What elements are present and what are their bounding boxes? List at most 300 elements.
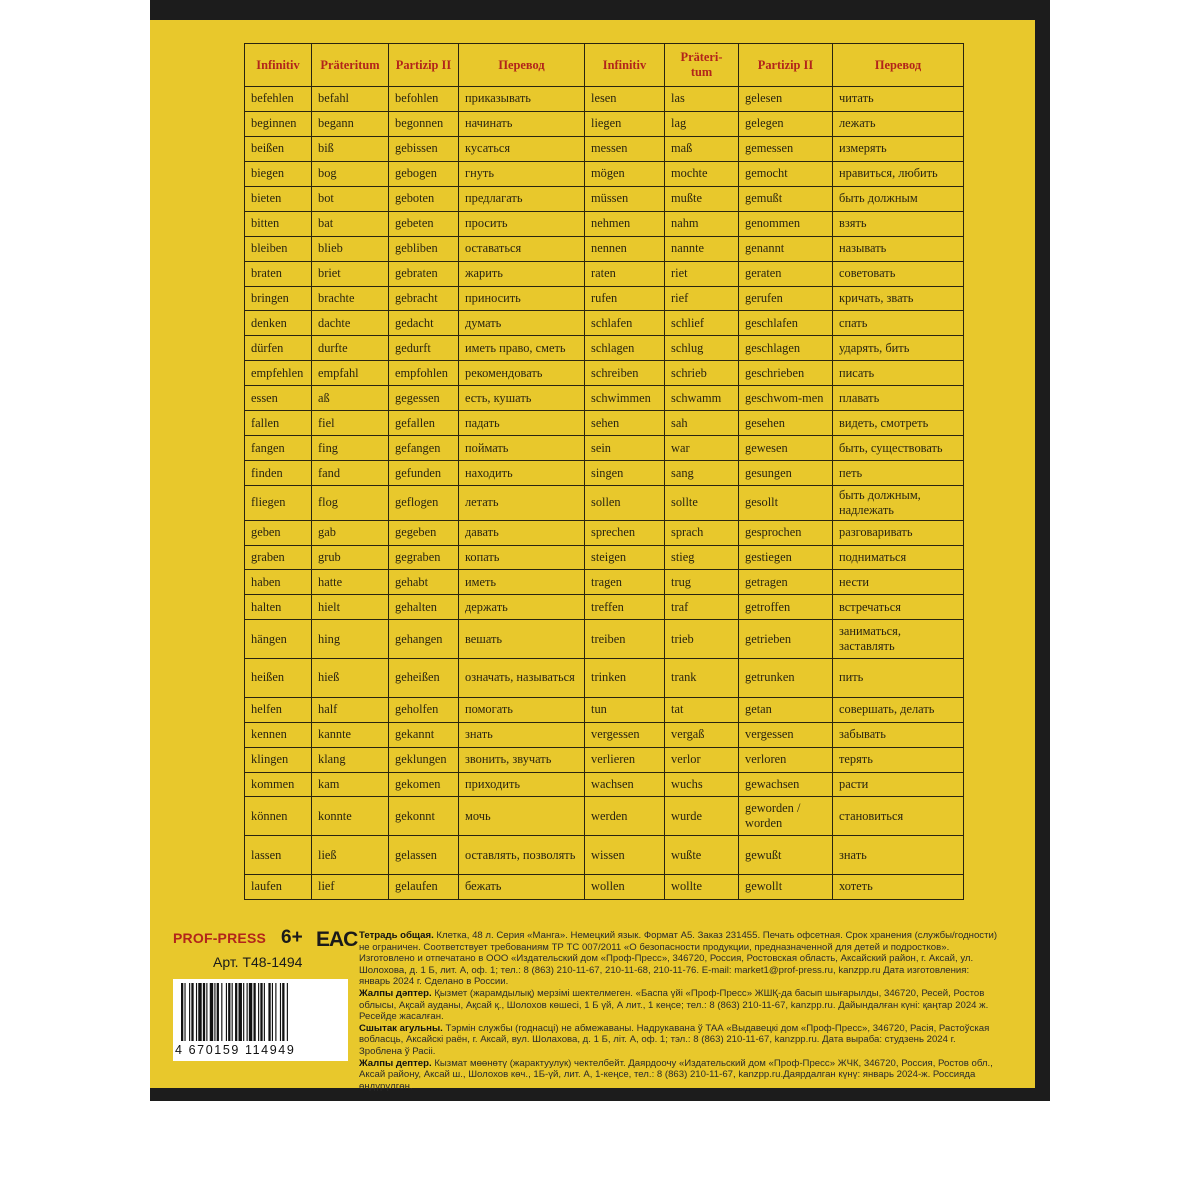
product-info bbox=[359, 930, 999, 1092]
table-cell: gestiegen bbox=[739, 545, 833, 570]
table-cell: читать bbox=[833, 87, 964, 112]
table-cell: есть, кушать bbox=[459, 386, 585, 411]
table-cell: fangen bbox=[245, 436, 312, 461]
info-text: Тэрмін службы (годнасці) не абмежаваны. Надрукавана ў ТАА «Выдавецкі дом «Проф-Пресс», 346720, Расія, Растоўская вобласць, Аксайскі раён, г. Аксай, вул. Шолахова, д. 1 Б, літ. А, оф. 1; тэл.: 8 (863) 210-11-67, kanzpp.ru. Дата выраба: студзень 2024 г. Зроблена ў Расіі. bbox=[359, 1022, 990, 1057]
table-cell: поймать bbox=[459, 436, 585, 461]
table-cell: stieg bbox=[665, 545, 739, 570]
table-cell: bog bbox=[312, 161, 389, 186]
table-cell: helfen bbox=[245, 697, 312, 722]
table-cell: начинать bbox=[459, 111, 585, 136]
table-cell: gefangen bbox=[389, 436, 459, 461]
table-cell: geworden / worden bbox=[739, 797, 833, 836]
table-cell: laufen bbox=[245, 874, 312, 899]
table-cell: забывать bbox=[833, 722, 964, 747]
table-cell: sollte bbox=[665, 486, 739, 521]
info-heading: Жалпы дептер. bbox=[359, 1057, 432, 1069]
table-row bbox=[245, 236, 964, 261]
table-row bbox=[245, 261, 964, 286]
table-cell: gemessen bbox=[739, 136, 833, 161]
table-cell: kannte bbox=[312, 722, 389, 747]
barcode-bar bbox=[196, 983, 197, 1041]
irregular-verbs-table bbox=[244, 43, 964, 900]
table-cell: иметь право, сметь bbox=[459, 336, 585, 361]
table-cell: sehen bbox=[585, 411, 665, 436]
table-cell: brachte bbox=[312, 286, 389, 311]
table-cell: denken bbox=[245, 311, 312, 336]
table-cell: gebliben bbox=[389, 236, 459, 261]
table-cell: находить bbox=[459, 461, 585, 486]
table-cell: liegen bbox=[585, 111, 665, 136]
info-heading: Жалпы дәптер. bbox=[359, 987, 432, 999]
table-row bbox=[245, 461, 964, 486]
table-cell: gesungen bbox=[739, 461, 833, 486]
table-cell: gemußt bbox=[739, 186, 833, 211]
barcode-bar bbox=[239, 983, 242, 1041]
table-row bbox=[245, 386, 964, 411]
table-cell: падать bbox=[459, 411, 585, 436]
table-cell: empfahl bbox=[312, 361, 389, 386]
table-cell: знать bbox=[833, 836, 964, 875]
table-cell: hängen bbox=[245, 620, 312, 659]
table-cell: заниматься, заставлять bbox=[833, 620, 964, 659]
table-row bbox=[245, 186, 964, 211]
table-cell: geklungen bbox=[389, 747, 459, 772]
table-row bbox=[245, 161, 964, 186]
table-cell: gegeben bbox=[389, 520, 459, 545]
table-cell: blieb bbox=[312, 236, 389, 261]
table-cell: видеть, смотреть bbox=[833, 411, 964, 436]
info-paragraph bbox=[359, 1023, 999, 1058]
table-cell: быть должным bbox=[833, 186, 964, 211]
table-cell: gehangen bbox=[389, 620, 459, 659]
table-cell: gewesen bbox=[739, 436, 833, 461]
table-cell: klang bbox=[312, 747, 389, 772]
table-cell: wurde bbox=[665, 797, 739, 836]
table-cell: geholfen bbox=[389, 697, 459, 722]
barcode-bar bbox=[268, 983, 270, 1041]
table-cell: rief bbox=[665, 286, 739, 311]
barcode-bar bbox=[287, 983, 288, 1041]
table-cell: konnte bbox=[312, 797, 389, 836]
table-cell: befehlen bbox=[245, 87, 312, 112]
table-cell: gelaufen bbox=[389, 874, 459, 899]
table-cell: biß bbox=[312, 136, 389, 161]
table-cell: nahm bbox=[665, 211, 739, 236]
table-row bbox=[245, 722, 964, 747]
table-cell: быть, существовать bbox=[833, 436, 964, 461]
table-cell: gebraten bbox=[389, 261, 459, 286]
table-cell: beißen bbox=[245, 136, 312, 161]
table-cell: летать bbox=[459, 486, 585, 521]
table-cell: gebracht bbox=[389, 286, 459, 311]
table-cell: gekonnt bbox=[389, 797, 459, 836]
table-cell: означать, называться bbox=[459, 659, 585, 698]
table-cell: wollen bbox=[585, 874, 665, 899]
table-cell: haben bbox=[245, 570, 312, 595]
barcode-bar bbox=[272, 983, 273, 1041]
table-cell: gehabt bbox=[389, 570, 459, 595]
table-cell: getroffen bbox=[739, 595, 833, 620]
table-cell: können bbox=[245, 797, 312, 836]
table-cell: оставлять, позволять bbox=[459, 836, 585, 875]
barcode-bar bbox=[214, 983, 215, 1041]
info-paragraph bbox=[359, 1058, 999, 1093]
table-cell: geflogen bbox=[389, 486, 459, 521]
table-row bbox=[245, 136, 964, 161]
table-cell: geschrieben bbox=[739, 361, 833, 386]
table-row bbox=[245, 836, 964, 875]
table-cell: оставаться bbox=[459, 236, 585, 261]
table-cell: измерять bbox=[833, 136, 964, 161]
table-row bbox=[245, 874, 964, 899]
barcode-bar bbox=[226, 983, 227, 1041]
barcode-bar bbox=[221, 983, 222, 1041]
table-cell: gelassen bbox=[389, 836, 459, 875]
barcode-bar bbox=[282, 983, 284, 1041]
table-cell: fallen bbox=[245, 411, 312, 436]
table-row bbox=[245, 659, 964, 698]
table-cell: trieb bbox=[665, 620, 739, 659]
table-cell: mochte bbox=[665, 161, 739, 186]
table-cell: расти bbox=[833, 772, 964, 797]
table-cell: fand bbox=[312, 461, 389, 486]
table-cell: raten bbox=[585, 261, 665, 286]
table-cell: gesprochen bbox=[739, 520, 833, 545]
table-cell: getrunken bbox=[739, 659, 833, 698]
table-cell: trinken bbox=[585, 659, 665, 698]
barcode-bar bbox=[264, 983, 265, 1041]
table-cell: vergessen bbox=[585, 722, 665, 747]
table-cell: gab bbox=[312, 520, 389, 545]
table-cell: half bbox=[312, 697, 389, 722]
table-cell: wußte bbox=[665, 836, 739, 875]
table-cell: maß bbox=[665, 136, 739, 161]
table-cell: lief bbox=[312, 874, 389, 899]
barcode-bar bbox=[191, 983, 193, 1041]
table-cell: essen bbox=[245, 386, 312, 411]
table-cell: хотеть bbox=[833, 874, 964, 899]
table-cell: нести bbox=[833, 570, 964, 595]
table-cell: flog bbox=[312, 486, 389, 521]
table-cell: кричать, звать bbox=[833, 286, 964, 311]
table-cell: подниматься bbox=[833, 545, 964, 570]
barcode-bar bbox=[235, 983, 237, 1041]
table-cell: vergessen bbox=[739, 722, 833, 747]
table-cell: kam bbox=[312, 772, 389, 797]
table-cell: ließ bbox=[312, 836, 389, 875]
article-number: Арт. Т48-1494 bbox=[213, 954, 303, 970]
table-cell: aß bbox=[312, 386, 389, 411]
table-cell: fing bbox=[312, 436, 389, 461]
barcode-bars bbox=[173, 979, 348, 1043]
table-cell: genommen bbox=[739, 211, 833, 236]
column-header: Partizip II bbox=[739, 44, 833, 87]
info-paragraph bbox=[359, 988, 999, 1023]
table-cell: лежать bbox=[833, 111, 964, 136]
table-cell: gefallen bbox=[389, 411, 459, 436]
table-cell: rufen bbox=[585, 286, 665, 311]
column-header: Перевод bbox=[459, 44, 585, 87]
table-cell: bitten bbox=[245, 211, 312, 236]
table-cell: плавать bbox=[833, 386, 964, 411]
table-cell: lassen bbox=[245, 836, 312, 875]
table-cell: терять bbox=[833, 747, 964, 772]
table-cell: петь bbox=[833, 461, 964, 486]
cover-footer bbox=[173, 927, 1003, 1092]
barcode-bar bbox=[189, 983, 190, 1041]
table-cell: ударять, бить bbox=[833, 336, 964, 361]
table-cell: рекомендовать bbox=[459, 361, 585, 386]
table-cell: lesen bbox=[585, 87, 665, 112]
table-cell: приказывать bbox=[459, 87, 585, 112]
table-cell: getan bbox=[739, 697, 833, 722]
table-cell: nehmen bbox=[585, 211, 665, 236]
table-cell: halten bbox=[245, 595, 312, 620]
table-cell: durfte bbox=[312, 336, 389, 361]
eac-mark: EAC bbox=[316, 928, 358, 951]
column-header: Перевод bbox=[833, 44, 964, 87]
table-cell: gebogen bbox=[389, 161, 459, 186]
table-cell: давать bbox=[459, 520, 585, 545]
table-cell: tragen bbox=[585, 570, 665, 595]
barcode-bar bbox=[184, 983, 185, 1041]
table-row bbox=[245, 361, 964, 386]
table-cell: bleiben bbox=[245, 236, 312, 261]
table-cell: gehalten bbox=[389, 595, 459, 620]
table-cell: gekomen bbox=[389, 772, 459, 797]
column-header: Infinitiv bbox=[585, 44, 665, 87]
table-cell: schlafen bbox=[585, 311, 665, 336]
table-cell: geboten bbox=[389, 186, 459, 211]
barcode-bar bbox=[206, 983, 207, 1041]
info-text: Қызмет (жарамдылық) мерзімі шектелмеген. «Баспа үйі «Проф-Пресс» ЖШҚ-да басып шығарылды, 346720, Ресей, Ростов облысы, Ақсай ауданы, Ақсай қ., Шолохов көшесі, 1 Б үй, А лит., 1 кеңсе; тел.: 8 (863) 210-11-67, kanzpp.ru. Дайындалған күні: қаңтар 2024 ж. Ресейде жасалған. bbox=[359, 987, 989, 1023]
table-cell: bieten bbox=[245, 186, 312, 211]
table-row bbox=[245, 747, 964, 772]
info-heading: Тетрадь общая. bbox=[359, 930, 434, 941]
table-cell: gedacht bbox=[389, 311, 459, 336]
table-cell: bringen bbox=[245, 286, 312, 311]
table-cell: tat bbox=[665, 697, 739, 722]
table-cell: verlor bbox=[665, 747, 739, 772]
table-cell: совершать, делать bbox=[833, 697, 964, 722]
table-cell: befohlen bbox=[389, 87, 459, 112]
table-cell: gefunden bbox=[389, 461, 459, 486]
table-cell: писать bbox=[833, 361, 964, 386]
table-cell: бежать bbox=[459, 874, 585, 899]
table-cell: быть должным, надлежать bbox=[833, 486, 964, 521]
table-row bbox=[245, 336, 964, 361]
barcode bbox=[173, 979, 348, 1061]
table-cell: graben bbox=[245, 545, 312, 570]
table-cell: trank bbox=[665, 659, 739, 698]
barcode-bar bbox=[232, 983, 233, 1041]
table-cell: müssen bbox=[585, 186, 665, 211]
table-cell: sollen bbox=[585, 486, 665, 521]
table-cell: взять bbox=[833, 211, 964, 236]
barcode-number: 4 670159 114949 bbox=[175, 1043, 296, 1057]
table-cell: hing bbox=[312, 620, 389, 659]
barcode-bar bbox=[243, 983, 244, 1041]
table-cell: geschlafen bbox=[739, 311, 833, 336]
table-cell: riet bbox=[665, 261, 739, 286]
table-cell: gemocht bbox=[739, 161, 833, 186]
info-heading: Сшытак агульны. bbox=[359, 1022, 443, 1034]
table-row bbox=[245, 87, 964, 112]
table-cell: знать bbox=[459, 722, 585, 747]
table-cell: empfehlen bbox=[245, 361, 312, 386]
table-cell: tun bbox=[585, 697, 665, 722]
info-text: Кызмат мөөнөтү (жарактуулук) чектелбейт. Даярдоочу «Издательский дом «Проф-Пресс» ЖЧК, 346720, Россия, Ростов обл., Аксай району, Аксай ш., Шолохов көч., 1Б-үй, лит. А, 1-кеңсе, тел.: 8 (863) 210-11-67, kanzpp.ru.Даярдалган күнү: январь 2024-ж. Россияда өндүрүлгөн. bbox=[359, 1057, 993, 1092]
table-cell: befahl bbox=[312, 87, 389, 112]
table-cell: гнуть bbox=[459, 161, 585, 186]
table-row bbox=[245, 520, 964, 545]
table-cell: становиться bbox=[833, 797, 964, 836]
table-row bbox=[245, 545, 964, 570]
table-cell: schwamm bbox=[665, 386, 739, 411]
table-cell: держать bbox=[459, 595, 585, 620]
barcode-bar bbox=[249, 983, 252, 1041]
table-cell: schlug bbox=[665, 336, 739, 361]
table-cell: sah bbox=[665, 411, 739, 436]
table-cell: звонить, звучать bbox=[459, 747, 585, 772]
info-paragraph bbox=[359, 930, 999, 988]
table-cell: treiben bbox=[585, 620, 665, 659]
table-cell: думать bbox=[459, 311, 585, 336]
table-cell: gewußt bbox=[739, 836, 833, 875]
table-cell: hieß bbox=[312, 659, 389, 698]
table-cell: gewachsen bbox=[739, 772, 833, 797]
table-cell: empfohlen bbox=[389, 361, 459, 386]
table-cell: braten bbox=[245, 261, 312, 286]
table-cell: traf bbox=[665, 595, 739, 620]
table-cell: schreiben bbox=[585, 361, 665, 386]
column-header: Partizip II bbox=[389, 44, 459, 87]
table-cell: schlief bbox=[665, 311, 739, 336]
table-cell: biegen bbox=[245, 161, 312, 186]
table-cell: getragen bbox=[739, 570, 833, 595]
table-cell: gerufen bbox=[739, 286, 833, 311]
table-cell: werden bbox=[585, 797, 665, 836]
barcode-bar bbox=[217, 983, 219, 1041]
table-cell: schwimmen bbox=[585, 386, 665, 411]
table-cell: singen bbox=[585, 461, 665, 486]
table-cell: begann bbox=[312, 111, 389, 136]
table-cell: steigen bbox=[585, 545, 665, 570]
table-cell: вешать bbox=[459, 620, 585, 659]
table-cell: verloren bbox=[739, 747, 833, 772]
table-cell: gedurft bbox=[389, 336, 459, 361]
table-cell: предлагать bbox=[459, 186, 585, 211]
table-cell: klingen bbox=[245, 747, 312, 772]
table-cell: sprechen bbox=[585, 520, 665, 545]
barcode-bar bbox=[228, 983, 230, 1041]
table-cell: war bbox=[665, 436, 739, 461]
barcode-bar bbox=[203, 983, 205, 1041]
table-cell: beginnen bbox=[245, 111, 312, 136]
table-cell: treffen bbox=[585, 595, 665, 620]
table-cell: begonnen bbox=[389, 111, 459, 136]
table-cell: gebeten bbox=[389, 211, 459, 236]
table-cell: gelegen bbox=[739, 111, 833, 136]
table-cell: gewollt bbox=[739, 874, 833, 899]
barcode-bar bbox=[253, 983, 255, 1041]
table-cell: hielt bbox=[312, 595, 389, 620]
table-row bbox=[245, 620, 964, 659]
table-cell: gekannt bbox=[389, 722, 459, 747]
table-cell: finden bbox=[245, 461, 312, 486]
table-cell: sang bbox=[665, 461, 739, 486]
table-row bbox=[245, 311, 964, 336]
table-cell: иметь bbox=[459, 570, 585, 595]
table-cell: getrieben bbox=[739, 620, 833, 659]
table-cell: bot bbox=[312, 186, 389, 211]
table-cell: mögen bbox=[585, 161, 665, 186]
table-cell: gegraben bbox=[389, 545, 459, 570]
table-cell: wachsen bbox=[585, 772, 665, 797]
column-header: Infinitiv bbox=[245, 44, 312, 87]
table-row bbox=[245, 697, 964, 722]
table-row bbox=[245, 595, 964, 620]
table-cell: hatte bbox=[312, 570, 389, 595]
table-cell: geraten bbox=[739, 261, 833, 286]
table-cell: разговаривать bbox=[833, 520, 964, 545]
table-cell: нравиться, любить bbox=[833, 161, 964, 186]
barcode-bar bbox=[275, 983, 276, 1041]
barcode-bar bbox=[198, 983, 201, 1041]
table-row bbox=[245, 111, 964, 136]
table-row bbox=[245, 797, 964, 836]
table-cell: schrieb bbox=[665, 361, 739, 386]
table-cell: mußte bbox=[665, 186, 739, 211]
table-cell: gelesen bbox=[739, 87, 833, 112]
table-header-row bbox=[245, 44, 964, 87]
table-cell: geheißen bbox=[389, 659, 459, 698]
table-cell: называть bbox=[833, 236, 964, 261]
barcode-bar bbox=[258, 983, 259, 1041]
barcode-bar bbox=[247, 983, 248, 1041]
table-cell: geschwom-men bbox=[739, 386, 833, 411]
barcode-bar bbox=[210, 983, 213, 1041]
table-cell: просить bbox=[459, 211, 585, 236]
brand-logo: PROF-PRESS bbox=[173, 930, 267, 946]
table-cell: gebissen bbox=[389, 136, 459, 161]
table-row bbox=[245, 570, 964, 595]
table-cell: помогать bbox=[459, 697, 585, 722]
table-cell: kommen bbox=[245, 772, 312, 797]
table-cell: gesollt bbox=[739, 486, 833, 521]
table-row bbox=[245, 772, 964, 797]
table-cell: gegessen bbox=[389, 386, 459, 411]
table-cell: жарить bbox=[459, 261, 585, 286]
column-header: Präteri- tum bbox=[665, 44, 739, 87]
verb-table-container bbox=[244, 43, 963, 900]
table-cell: fliegen bbox=[245, 486, 312, 521]
table-row bbox=[245, 436, 964, 461]
table-cell: wollte bbox=[665, 874, 739, 899]
table-row bbox=[245, 411, 964, 436]
table-cell: кусаться bbox=[459, 136, 585, 161]
table-cell: sein bbox=[585, 436, 665, 461]
table-cell: geschlagen bbox=[739, 336, 833, 361]
table-cell: dürfen bbox=[245, 336, 312, 361]
table-cell: мочь bbox=[459, 797, 585, 836]
table-cell: fiel bbox=[312, 411, 389, 436]
table-cell: briet bbox=[312, 261, 389, 286]
table-cell: grub bbox=[312, 545, 389, 570]
age-rating: 6+ bbox=[281, 927, 303, 948]
barcode-bar bbox=[181, 983, 183, 1041]
table-cell: nennen bbox=[585, 236, 665, 261]
